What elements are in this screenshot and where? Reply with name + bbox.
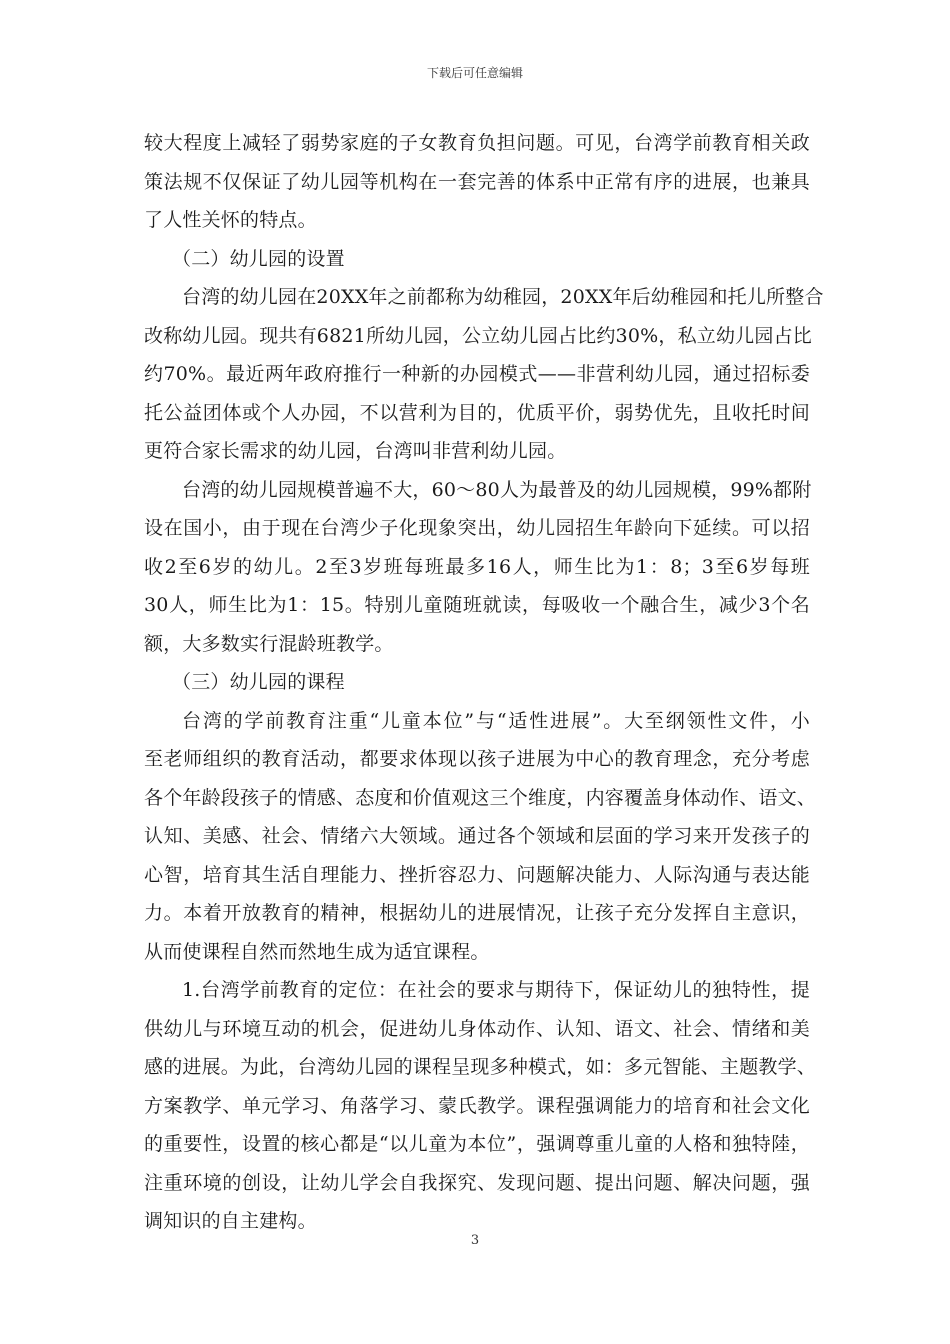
text-line: 的重要性，设置的核心都是“以儿童为本位”，强调尊重儿童的人格和独特陸， xyxy=(144,1133,810,1155)
text-line: 策法规不仅保证了幼儿园等机构在一套完善的体系中正常有序的进展，也兼具 xyxy=(144,170,810,193)
text-line: 调知识的自主建构。 xyxy=(144,1210,317,1232)
text-line: 心智，培育其生活自理能力、挫折容忍力、问题解决能力、人际沟通与表达能 xyxy=(144,863,810,886)
text-line: 托公益团体或个人办园，不以营利为目的，优质平价，弱势优先，且收托时间 xyxy=(144,401,810,424)
text-line: 了人性关怀的特点。 xyxy=(144,209,317,231)
page-header: 下载后可任意编辑 xyxy=(426,66,523,80)
text-line: 各个年龄段孩子的情感、态度和价值观这三个维度，内容覆盖身体动作、语文、 xyxy=(144,786,817,809)
text-line: 认知、美感、社会、情绪六大领域。通过各个领域和层面的学习来开发孩子的 xyxy=(144,825,810,847)
text-line: 台湾的学前教育注重“儿童本位”与“适性进展”。大至纲领性文件，小 xyxy=(182,709,810,732)
text-line: 1.台湾学前教育的定位：在社会的要求与期待下，保证幼儿的独特性，提 xyxy=(182,979,810,1001)
text-line: 30人，师生比为1：15。特别儿童随班就读，每吸收一个融合生，减少3个名 xyxy=(144,594,810,616)
document-body xyxy=(144,124,824,1241)
section-heading: （三）幼儿园的课程 xyxy=(172,671,345,693)
text-line: 至老师组织的教育活动，都要求体现以孩子进展为中心的教育理念，充分考虑 xyxy=(144,748,810,770)
text-line: 额，大多数实行混龄班教学。 xyxy=(144,632,394,655)
section-heading: （二）幼儿园的设置 xyxy=(172,247,345,270)
text-line: 改称幼儿园。现共有6821所幼儿园，公立幼儿园占比约30%，私立幼儿园占比 xyxy=(144,324,812,347)
text-line: 台湾的幼儿园在20XX年之前都称为幼稚园，20XX年后幼稚园和托儿所整合 xyxy=(182,286,824,308)
text-line: 较大程度上减轻了弱势家庭的子女教育负担问题。可见，台湾学前教育相关政 xyxy=(144,132,810,154)
text-line: 力。本着开放教育的精神，根据幼儿的进展情况，让孩子充分发挥自主意识， xyxy=(144,902,810,924)
text-line: 方案教学、单元学习、角落学习、蒙氏教学。课程强调能力的培育和社会文化 xyxy=(144,1094,810,1117)
text-line: 供幼儿与环境互动的机会，促进幼儿身体动作、认知、语文、社会、情绪和美 xyxy=(144,1017,810,1040)
text-line: 约70%。最近两年政府推行一种新的办园模式——非营利幼儿园，通过招标委 xyxy=(144,363,810,385)
text-line: 更符合家长需求的幼儿园，台湾叫非营利幼儿园。 xyxy=(144,440,567,462)
text-line: 注重环境的创设，让幼儿学会自我探究、发现问题、提出问题、解决问题，强 xyxy=(144,1171,810,1194)
text-line: 台湾的幼儿园规模普遍不大，60～80人为最普及的幼儿园规模，99%都附 xyxy=(182,478,812,501)
text-line: 收2至6岁的幼儿。2至3岁班每班最多16人，师生比为1：8；3至6岁每班 xyxy=(144,555,810,578)
page-number: 3 xyxy=(470,1233,480,1248)
text-line: 设在国小，由于现在台湾少子化现象突出，幼儿园招生年龄向下延续。可以招 xyxy=(144,517,810,539)
text-line: 感的进展。为此，台湾幼儿园的课程呈现多种模式，如：多元智能、主题教学、 xyxy=(144,1056,817,1078)
text-line: 从而使课程自然而然地生成为适宜课程。 xyxy=(144,940,490,963)
